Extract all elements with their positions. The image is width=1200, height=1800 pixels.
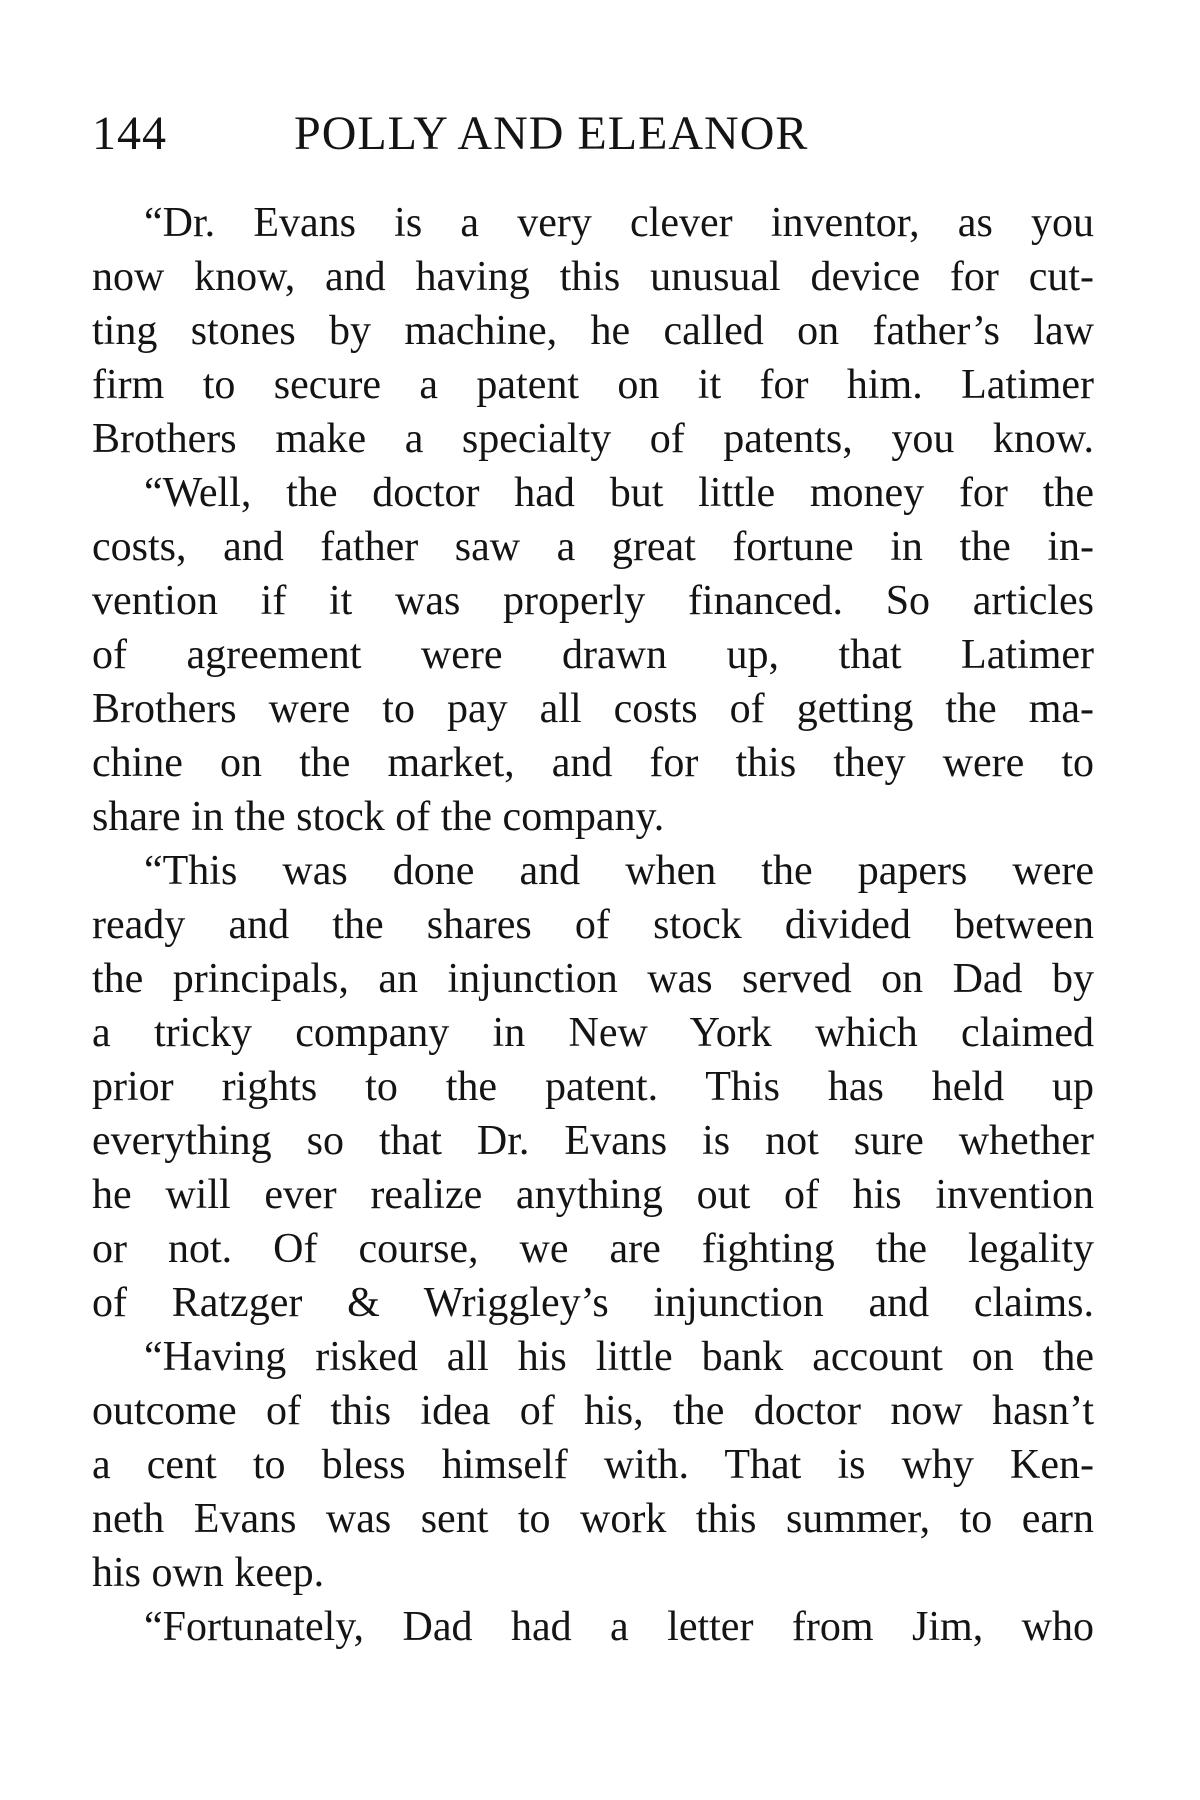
text-line: his own keep. [92, 1550, 325, 1596]
text-line: firm to secure a patent on it for him. Latimer [92, 362, 1094, 408]
text-line: neth Evans was sent to work this summer, to earn [92, 1496, 1094, 1542]
text-line: a tricky company in New York which claimed [92, 1010, 1094, 1056]
text-line: “Fortunately, Dad had a letter from Jim, who [144, 1604, 1094, 1650]
body-text [92, 196, 1094, 1654]
text-line: of Ratzger & Wriggley’s injunction and claims. [92, 1280, 1094, 1326]
text-line: “Dr. Evans is a very clever inventor, as you [144, 200, 1094, 246]
text-line: chine on the market, and for this they were to [92, 740, 1094, 786]
text-line: prior rights to the patent. This has held up [92, 1064, 1094, 1110]
running-head [92, 104, 1092, 164]
text-line: he will ever realize anything out of his invention [92, 1172, 1094, 1218]
text-line: vention if it was properly financed. So articles [92, 578, 1094, 624]
text-line: “Well, the doctor had but little money for the [144, 470, 1094, 516]
text-line: a cent to bless himself with. That is why Ken- [92, 1442, 1094, 1488]
text-line: “Having risked all his little bank account on the [144, 1334, 1094, 1380]
book-title: POLLY AND ELEANOR [294, 107, 809, 160]
text-line: Brothers were to pay all costs of getting the ma- [92, 686, 1094, 732]
text-line: Brothers make a specialty of patents, you know. [92, 416, 1094, 462]
text-line: of agreement were drawn up, that Latimer [92, 632, 1094, 678]
text-line: share in the stock of the company. [92, 794, 665, 840]
text-line: or not. Of course, we are fighting the legality [92, 1226, 1094, 1272]
text-line: costs, and father saw a great fortune in the in- [92, 524, 1094, 570]
text-line: everything so that Dr. Evans is not sure whether [92, 1118, 1094, 1164]
text-line: ting stones by machine, he called on father’s law [92, 308, 1094, 354]
text-line: now know, and having this unusual device for cut- [92, 254, 1094, 300]
text-line: the principals, an injunction was served on Dad by [92, 956, 1094, 1002]
text-line: “This was done and when the papers were [144, 848, 1094, 894]
text-line: ready and the shares of stock divided between [92, 902, 1094, 948]
page-number: 144 [92, 107, 167, 160]
text-line: outcome of this idea of his, the doctor now hasn’t [92, 1388, 1094, 1434]
